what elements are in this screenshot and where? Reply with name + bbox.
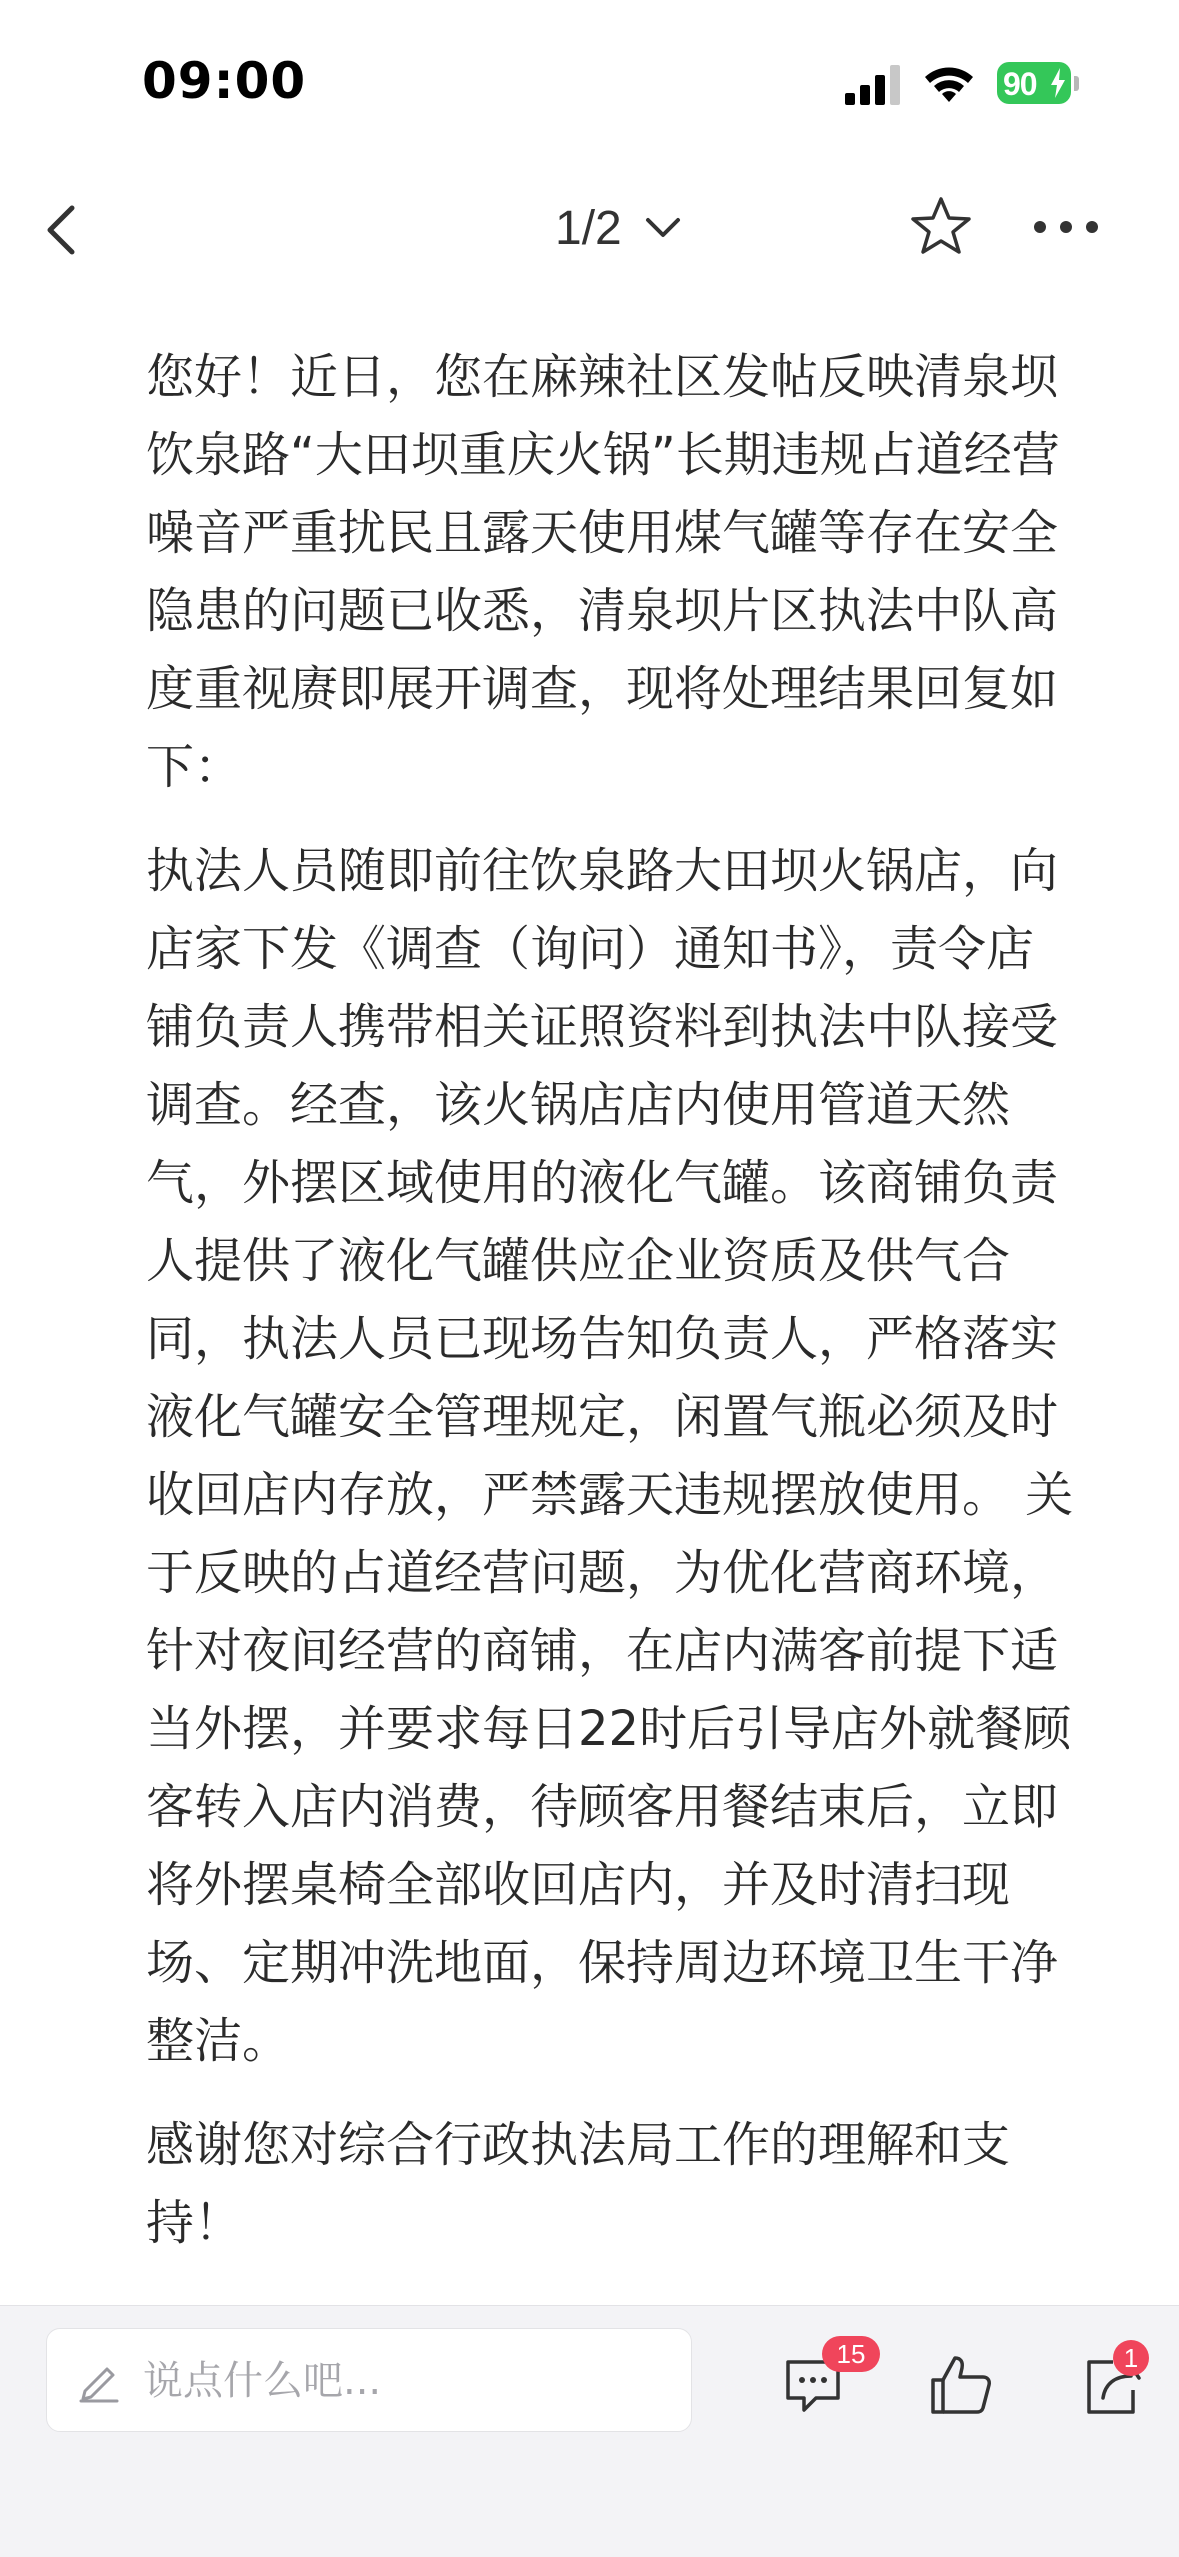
battery-icon: [997, 62, 1079, 106]
charging-bolt-icon: [1049, 68, 1067, 98]
signal-icon: [845, 65, 901, 105]
share-button[interactable]: [1075, 2343, 1155, 2430]
page-indicator-label: 1/2: [555, 201, 622, 255]
more-icon[interactable]: [1030, 212, 1102, 242]
share-count-badge: 1: [1113, 2340, 1149, 2376]
bottom-action-bar: [0, 2305, 1179, 2557]
article-body: [146, 338, 1081, 2288]
article-paragraph-3: 感谢您对综合行政执法局工作的理解和支持！: [146, 2117, 1011, 2251]
pencil-icon: [77, 2359, 121, 2403]
chevron-down-icon: [644, 216, 682, 240]
comment-input[interactable]: [46, 2328, 692, 2432]
back-icon[interactable]: [40, 200, 90, 260]
page-indicator[interactable]: [555, 198, 682, 258]
comment-placeholder: 说点什么吧...: [143, 2358, 382, 2404]
battery-level: 90: [1003, 66, 1037, 102]
status-bar: [0, 0, 1179, 170]
comments-button[interactable]: [776, 2339, 866, 2426]
status-time: 09:00: [142, 52, 307, 110]
article-paragraph-2: 执法人员随即前往饮泉路大田坝火锅店，向店家下发《调查（询问）通知书》，责令店铺负责人携带相关证照资料到执法中队接受调查。经查，该火锅店店内使用管道天然气，外摆区域使用的液化气罐。该商铺负责人提供了液化气罐供应企业资质及供气合同，执法人员已现场告知负责人，严格落实液化气罐安全管理规定，闲置气瓶必须及时收回店内存放，严禁露天违规摆放使用。 关于反映的占道经营问题，为优化营商环境，针对夜间经营的商铺，在店内满客前提下适当外摆，并要求每日22时后引导店外就餐顾客转入店内消费，待顾客用餐结束后，立即将外摆桌椅全部收回店内，并及时清扫现场、定期冲洗地面，保持周边环境卫生干净整洁。: [146, 843, 1074, 2069]
thumbs-up-icon[interactable]: [925, 2350, 995, 2420]
nav-bar: [0, 170, 1179, 290]
wifi-icon: [922, 62, 976, 106]
star-icon[interactable]: [908, 194, 974, 260]
article-paragraph-1: 您好！近日，您在麻辣社区发帖反映清泉坝饮泉路“大田坝重庆火锅”长期违规占道经营噪音严重扰民且露天使用煤气罐等存在安全隐患的问题已收悉，清泉坝片区执法中队高度重视赓即展开调查，现将处理结果回复如下：: [146, 349, 1060, 795]
comments-count-badge: 15: [822, 2336, 880, 2372]
